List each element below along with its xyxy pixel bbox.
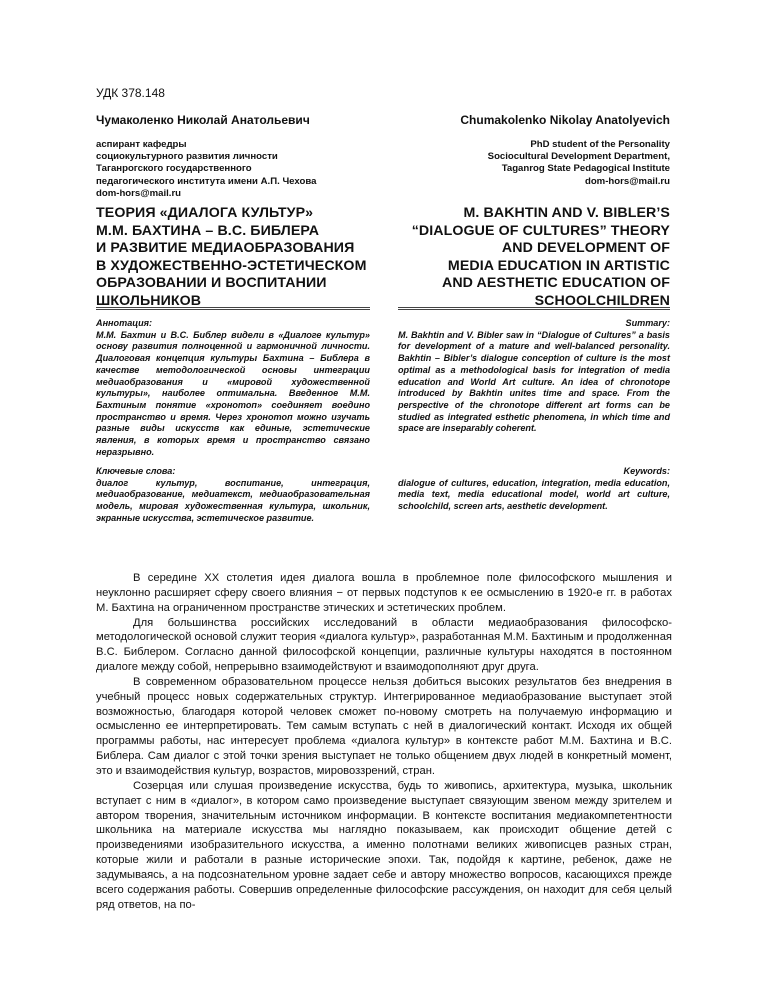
keywords-en <box>398 466 670 513</box>
title-line: “DIALOGUE OF CULTURES” THEORY <box>411 222 670 239</box>
author-email: dom-hors@mail.ru <box>584 175 670 187</box>
article-title-en <box>398 205 670 311</box>
body-paragraph: Для большинства российских исследований в области медиаобразования философско-методологической основой служит теория «диалога культур», разработанная М.М. Бахтиным и продолженная В.С. Библером. Согласно данной философской концепции, различные культуры находятся в постоянном диалоге между собой, непрерывно взаимодействуют и взаимодополняют друг друга. <box>96 616 672 674</box>
title-line: ТЕОРИЯ «ДИАЛОГА КУЛЬТУР» <box>96 205 314 221</box>
body-paragraph: В середине XX столетия идея диалога вошла в проблемное поле философского мышления и неуклонно расширяет сферу своего влияния − от первых подступов к ее осмыслению в 1920-е гг. в работах М. Бахтина на ограниченном пространстве этических и эстетических проблем. <box>96 572 672 614</box>
body-paragraph: В современном образовательном процессе нельзя добиться высоких результатов без внедрения в учебный процесс новых содержательных структур. Интегрированное медиаобразование выступает этой возможностью, благодаря которой человек сможет по-новому смотреть на получаемую информацию и осмысленно ее интерпретировать. Тем самым вступать с ней в диалогический контакт. Исходя их общей программы работы, нас интересует проблема «диалога культур» в контексте работ М.М. Бахтина и В.С. Библера. Сам диалог с этой точки зрения выступает не только общением двух людей в конкретный момент, это и взаимодействия культур, возрастов, мировоззрений, стран. <box>96 675 672 777</box>
affiliation-line: Таганрогского государственного <box>96 163 252 175</box>
title-line: М.М. БАХТИНА – В.С. БИБЛЕРА <box>96 222 320 239</box>
title-line: M. BAKHTIN AND V. BIBLER’S <box>463 205 670 221</box>
body-paragraph: Созерцая или слушая произведение искусства, будь то живопись, архитектура, музыка, школьник вступает с ним в «диалог», в котором само произведение выступает связующим звеном между зрителем и автором творения, значительным источником информации. В контексте воспитания медиакомпетентности школьника на материале искусства мы наглядно показываем, как происходит общение детей с произведениями изобразительного искусства, а именно полотнами великих живописцев разных стран, которые жили и работали в разные исторические эпохи. Так, подойдя к картине, ребенок, даже не задумываясь, а на подсознательном уровне задает себе и автору множество вопросов, касающихся прежде всего содержания работы. Совершив определенные философские рассуждения, он находит для себя целый ряд ответов, на по- <box>96 779 672 911</box>
abstract-text: M. Bakhtin and V. Bibler saw in “Dialogue of Cultures” a basis for development of a mature and well-balanced personality. Bakhtin – Bibler’s dialogue conception of culture is the most optimal as a methodological basis for integration of media education and World Art culture. An idea of chronotope introduced by Bakhtin unites time and space. From the perspective of the chronotope different art forms can be studied as integrated esthetic phenomena, in which time and space are inseparably coherent. <box>398 329 670 434</box>
title-line: В ХУДОЖЕСТВЕННО-ЭСТЕТИЧЕСКОМ <box>96 257 367 274</box>
affiliation-ru <box>96 139 370 200</box>
author-email: dom-hors@mail.ru <box>96 187 182 199</box>
abstract-label: Аннотация: <box>96 318 153 328</box>
keywords-label: Ключевые слова: <box>96 466 176 476</box>
title-line: И РАЗВИТИЕ МЕДИАОБРАЗОВАНИЯ <box>96 240 355 257</box>
affiliation-en <box>398 139 670 188</box>
abstract-label: Summary: <box>625 318 670 328</box>
keywords-text: диалог культур, воспитание, интеграция, медиаобразование, медиатекст, медиаобразовательная модель, мировая художественная культура, школьник, экранные искусства, эстетическое развитие. <box>96 477 370 523</box>
divider-ru <box>96 307 370 310</box>
affiliation-line: PhD student of the Personality <box>530 139 670 150</box>
abstract-text: М.М. Бахтин и В.С. Библер видели в «Диалоге культур» основу развития полноценной и гармоничной личности. Диалоговая концепция культуры Бахтина – Библера в качестве методологической основы интеграции медиаобразования и «мировой художественной культуры», наиболее оптимальна. Введенное М.М. Бахтиным понятие «хронотоп» соединяет воедино пространство и время. Через хронотоп можно изучать разные виды искусств как единые, эстетические явления, в которых время и пространство связано неразрывно. <box>96 329 370 457</box>
keywords-ru <box>96 466 370 525</box>
affiliation-line: аспирант кафедры <box>96 139 187 150</box>
title-line: AND AESTHETIC EDUCATION OF <box>441 275 670 292</box>
author-name-en: Chumakolenko Nikolay Anatolyevich <box>460 113 670 127</box>
author-name-ru: Чумаколенко Николай Анатольевич <box>96 113 310 127</box>
title-line: ШКОЛЬНИКОВ <box>96 292 202 309</box>
affiliation-line: Sociocultural Development Department, <box>487 151 670 163</box>
title-line: ОБРАЗОВАНИИ И ВОСПИТАНИИ <box>96 275 327 292</box>
keywords-label: Keywords: <box>623 466 670 476</box>
udk-code: УДК 378.148 <box>96 86 165 100</box>
abstract-en <box>398 318 670 435</box>
article-body <box>96 571 672 912</box>
keywords-text: dialogue of cultures, education, integration, media education, media text, media educational model, world art culture, schoolchild, screen arts, aesthetic development. <box>398 477 670 512</box>
affiliation-line: педагогического института имени А.П. Чехова <box>96 175 317 187</box>
abstract-ru <box>96 318 370 458</box>
article-title-ru <box>96 205 370 311</box>
title-line: AND DEVELOPMENT OF <box>501 240 670 257</box>
affiliation-line: Taganrog State Pedagogical Institute <box>501 163 670 175</box>
affiliation-line: социокультурного развития личности <box>96 151 278 163</box>
title-line: MEDIA EDUCATION IN ARTISTIC <box>447 257 670 274</box>
divider-en <box>398 307 670 310</box>
title-line: SCHOOLCHILDREN <box>534 292 670 309</box>
